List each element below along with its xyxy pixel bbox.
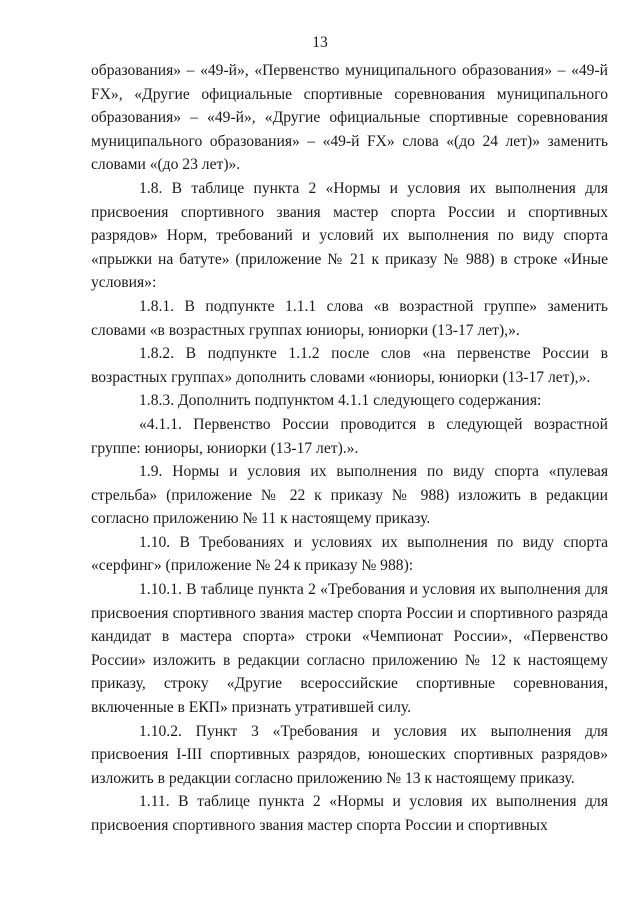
paragraph-1-8-3: 1.8.3. Дополнить подпунктом 4.1.1 следующего содержания: [139, 392, 542, 410]
paragraph-1-9: 1.9. Нормы и условия их выполнения по виду спорта «пулевая стрельба» (приложение № 22 к приказу № 988) изложить в редакции согласно приложению № 11 к настоящему приказу. [91, 463, 608, 528]
paragraph-1-8-2: 1.8.2. В подпункте 1.1.2 после слов «на первенстве России в возрастных группах» дополнить словами «юниоры, юниорки (13-17 лет),». [91, 345, 608, 386]
paragraph-1-10: 1.10. В Требованиях и условиях их выполнения по виду спорта «серфинг» (приложение № 24 к приказу № 988): [91, 533, 608, 575]
paragraph-1-8-1: 1.8.1. В подпункте 1.1.1 слова «в возрастной группе» заменить словами «в возрастных группах юниоры, юниорки (13-17 лет),». [91, 297, 608, 339]
paragraph-1-10-2: 1.10.2. Пункт 3 «Требования и условия их выполнения для присвоения I-III спортивных разрядов, юношеских спортивных разрядов» изложить в редакции согласно приложению № 13 к настоящему приказу. [91, 722, 608, 787]
paragraph-1-8: 1.8. В таблице пункта 2 «Нормы и условия их выполнения для присвоения спортивного звания мастер спорта России и спортивных разрядов» Норм, требований и условий их выполнения по виду спорта «прыжки на батуте» (приложение № 21 к приказу № 988) в строке «Иные условия»: [91, 179, 608, 292]
page-number: 13 [312, 34, 328, 51]
paragraph-1-10-1: 1.10.1. В таблице пункта 2 «Требования и условия их выполнения для присвоения спортивного звания мастер спорта России и спортивного разряда кандидат в мастера спорта» строки «Чемпионат России», «Первенство России» изложить в редакции согласно приложению № 12 к настоящему приказу, строку «Другие всероссийские спортивные соревнования, включенные в ЕКП» признать утратившей силу. [91, 581, 608, 717]
document-body [91, 59, 608, 838]
paragraph-1-11: 1.11. В таблице пункта 2 «Нормы и условия их выполнения для присвоения спортивного звания мастер спорта России и спортивных [91, 793, 608, 834]
paragraph-continued: образования» – «49-й», «Первенство муниципального образования» – «49-й FX», «Другие официальные спортивные соревнования муниципального образования» – «49-й», «Другие официальные спортивные соревнования муниципального образования» – «49-й FX» слова «(до 24 лет)» заменить словами «(до 23 лет)». [91, 62, 608, 174]
paragraph-quote-4-1-1: «4.1.1. Первенство России проводится в следующей возрастной группе: юниоры, юниорки (13-17 лет).». [91, 415, 608, 457]
